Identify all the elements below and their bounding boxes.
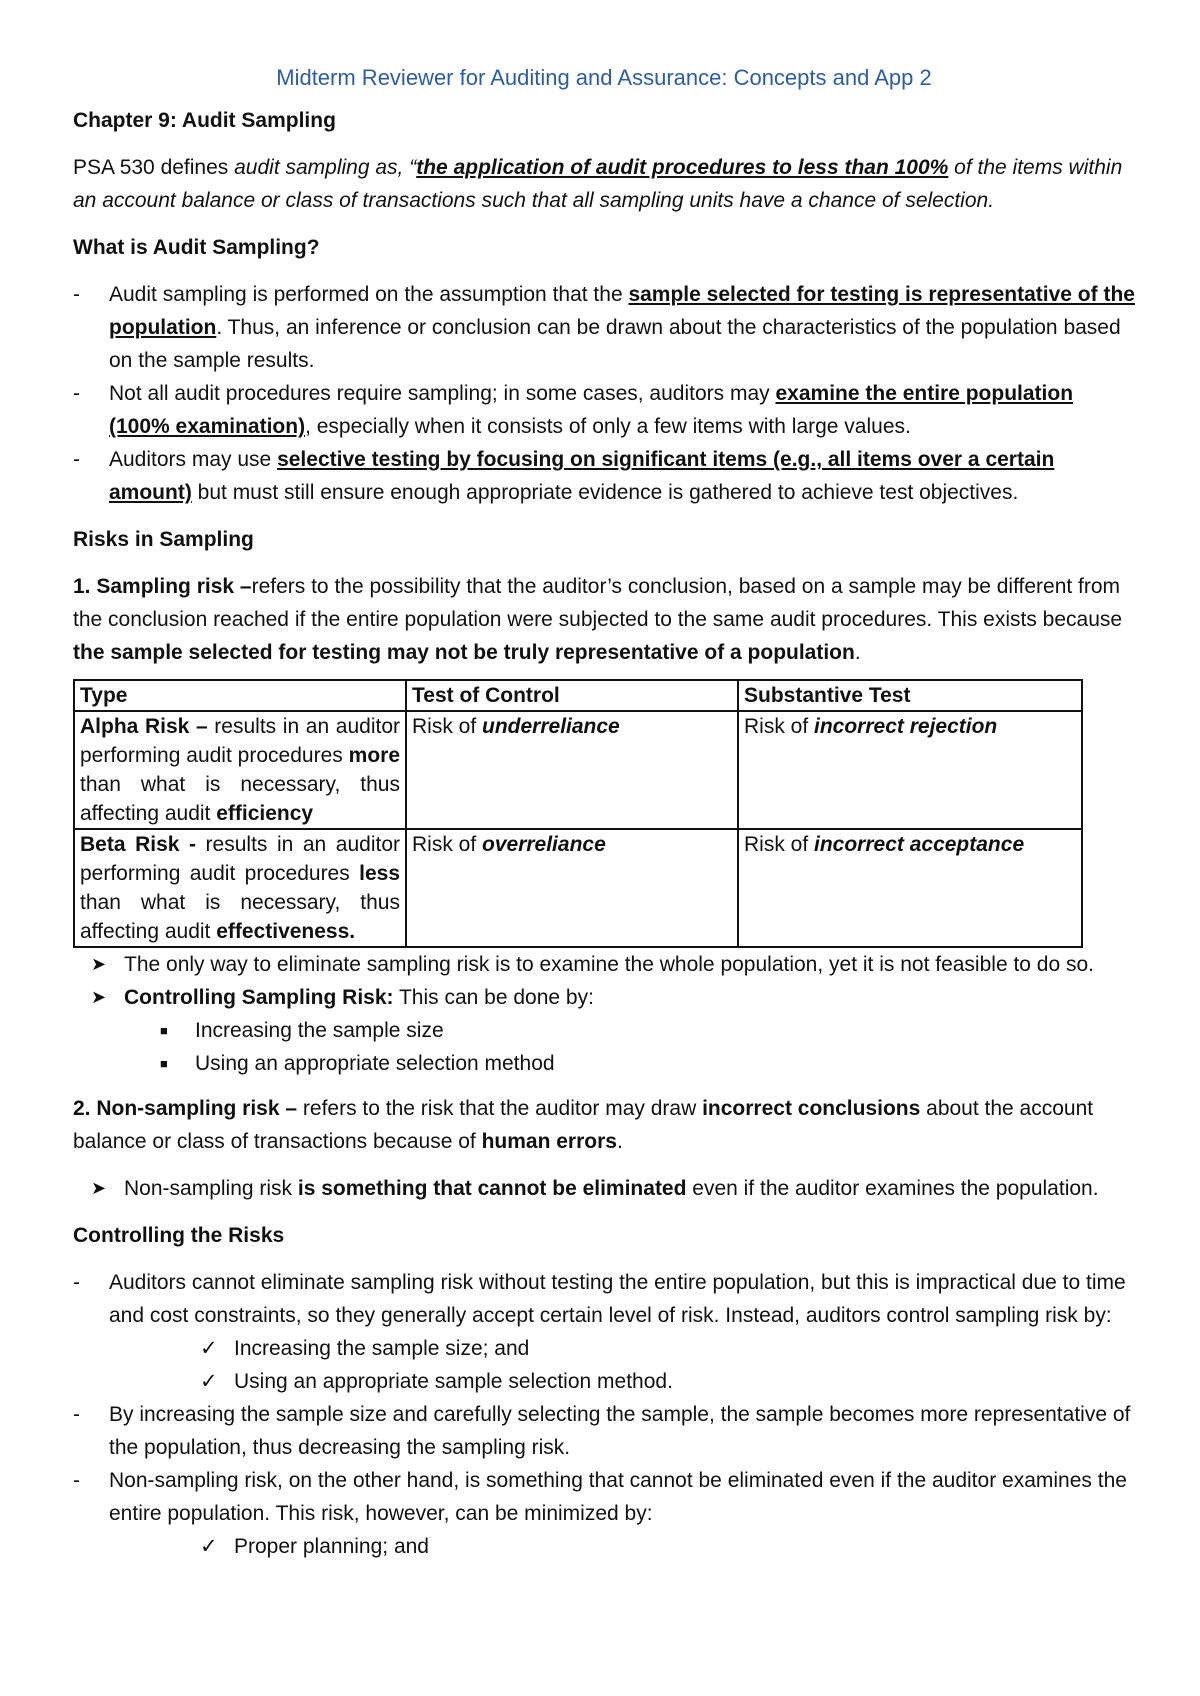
list-item (73, 1464, 1135, 1563)
cell-text: Risk of (412, 833, 483, 856)
list-item (73, 377, 1135, 443)
list-item (73, 1014, 1135, 1047)
arrow-bullet-icon: ➤ (91, 987, 107, 1007)
table-cell-control (406, 711, 738, 829)
cell-emphasis: efficiency (216, 802, 314, 825)
list-text: . Thus, an inference or conclusion can be drawn about the characteristics of the population based on the sample results. (109, 316, 1121, 372)
list-text: By increasing the sample size and carefully selecting the sample, the sample becomes more representative of the population, thus decreasing the sampling risk. (109, 1403, 1131, 1459)
definition-paragraph (73, 151, 1135, 217)
list-text: Using an appropriate selection method (195, 1052, 555, 1075)
table-cell-type (74, 711, 406, 829)
list-emphasis: Controlling Sampling Risk: (124, 986, 394, 1009)
what-is-list (73, 278, 1135, 509)
square-bullet-icon: ■ (160, 1023, 168, 1038)
table-header: Type (74, 680, 406, 711)
checkmark-icon: ✓ (200, 1535, 218, 1558)
controlling-list (73, 1266, 1135, 1563)
checkmark-icon: ✓ (200, 1337, 218, 1360)
list-emphasis: sample selected for testing is representative of the population (109, 283, 1135, 339)
section-heading-what-is: What is Audit Sampling? (73, 236, 320, 259)
list-emphasis: selective testing by focusing on significant items (e.g., all items over a certain amount) (109, 448, 1055, 504)
list-item (73, 948, 1135, 981)
list-text: Auditors cannot eliminate sampling risk without testing the entire population, but this is impractical due to time and cost constraints, so they generally accept certain level of risk. Instead, auditors control sampling risk by: (109, 1271, 1126, 1327)
control-methods-list (73, 1014, 1135, 1080)
list-text: Audit sampling is performed on the assumption that the (109, 283, 629, 306)
list-text: Using an appropriate sample selection method. (234, 1370, 673, 1393)
sampling-risk-emphasis: the sample selected for testing may not be truly representative of a population (73, 641, 855, 664)
cell-text: results in an auditor performing audit procedures (80, 715, 400, 767)
cell-text: Risk of (744, 715, 815, 738)
cell-text: than what is necessary, thus affecting audit (80, 773, 400, 825)
non-sampling-risk-label: 2. Non-sampling risk – (73, 1097, 298, 1120)
list-text: Auditors may use (109, 448, 278, 471)
checkmark-icon: ✓ (200, 1370, 218, 1393)
cell-emphasis: incorrect acceptance (814, 833, 1025, 856)
list-item (73, 1047, 1135, 1080)
list-text: This can be done by: (393, 986, 594, 1009)
definition-emphasis: the application of audit procedures to less than 100% (416, 156, 949, 179)
non-sampling-notes-list (73, 1172, 1135, 1205)
list-item (73, 1332, 1135, 1365)
list-text: The only way to eliminate sampling risk is to examine the whole population, yet it is not feasible to do so. (124, 953, 1095, 976)
cell-emphasis: incorrect rejection (814, 715, 998, 738)
checklist (73, 1530, 1135, 1563)
paragraph-text: . (616, 1130, 623, 1153)
cell-text: Risk of (744, 833, 815, 856)
non-sampling-risk-paragraph (73, 1092, 1135, 1158)
list-text: Non-sampling risk (124, 1177, 298, 1200)
paragraph-text: about the account balance or class of transactions because of (73, 1097, 1094, 1153)
list-text: Increasing the sample size; and (234, 1337, 530, 1360)
list-item (73, 1398, 1135, 1464)
paragraph-emphasis: human errors (481, 1130, 617, 1153)
paragraph-emphasis: incorrect conclusions (702, 1097, 921, 1120)
table-cell-type (74, 829, 406, 947)
section-heading-controlling: Controlling the Risks (73, 1224, 285, 1247)
cell-emphasis: less (359, 862, 400, 885)
list-text: Non-sampling risk, on the other hand, is something that cannot be eliminated even if the auditor examines the entire population. This risk, however, can be minimized by: (109, 1469, 1127, 1525)
cell-text: than what is necessary, thus affecting audit (80, 891, 400, 943)
beta-risk-label: Beta Risk - (80, 833, 196, 856)
risk-table (73, 679, 1083, 948)
cell-text: Risk of (412, 715, 483, 738)
sampling-risk-label: 1. Sampling risk – (73, 575, 252, 598)
arrow-bullet-icon: ➤ (91, 954, 107, 974)
definition-text: as, “ (369, 156, 417, 179)
sampling-risk-text: refers to the possibility that the auditor’s conclusion, based on a sample may be different from the conclusion reached if the entire population were subjected to the same audit procedures. This exists because (73, 575, 1123, 631)
list-text: , especially when it consists of only a few items with large values. (305, 415, 911, 438)
sampling-notes-list (73, 948, 1135, 1080)
table-cell-substantive (738, 711, 1082, 829)
table-header-row (74, 680, 1082, 711)
definition-text: of the items within an account balance or class of transactions such that all sampling units have a chance of selection. (73, 156, 1123, 212)
definition-text: PSA 530 defines (73, 156, 235, 179)
list-emphasis: examine the entire population (100% examination) (109, 382, 1074, 438)
checklist (73, 1332, 1135, 1398)
square-bullet-icon: ■ (160, 1056, 168, 1071)
arrow-bullet-icon: ➤ (91, 1178, 107, 1198)
table-cell-control (406, 829, 738, 947)
document-page (73, 62, 1135, 1577)
table-row (74, 829, 1082, 947)
sampling-risk-text: . (854, 641, 861, 664)
list-text: even if the auditor examines the population. (686, 1177, 1099, 1200)
list-text: Not all audit procedures require sampling; in some cases, auditors may (109, 382, 776, 405)
paragraph-text: refers to the risk that the auditor may draw (297, 1097, 703, 1120)
cell-text: results in an auditor performing audit procedures (80, 833, 400, 885)
table-cell-substantive (738, 829, 1082, 947)
cell-emphasis: overreliance (482, 833, 606, 856)
section-heading-risks: Risks in Sampling (73, 528, 254, 551)
cell-emphasis: effectiveness. (216, 920, 356, 943)
chapter-heading: Chapter 9: Audit Sampling (73, 109, 336, 132)
list-item (73, 981, 1135, 1080)
list-item (73, 1365, 1135, 1398)
list-item (73, 1530, 1135, 1563)
table-row (74, 711, 1082, 829)
definition-term: audit sampling (234, 156, 370, 179)
list-item (73, 1266, 1135, 1398)
cell-emphasis: underreliance (482, 715, 620, 738)
sampling-risk-paragraph (73, 570, 1135, 669)
document-title: Midterm Reviewer for Auditing and Assurance: Concepts and App 2 (276, 65, 932, 90)
cell-emphasis: more (348, 744, 400, 767)
list-item (73, 278, 1135, 377)
list-item (73, 443, 1135, 509)
table-header: Test of Control (406, 680, 738, 711)
list-text: but must still ensure enough appropriate evidence is gathered to achieve test objectives. (191, 481, 1019, 504)
list-text: Proper planning; and (234, 1535, 429, 1558)
list-emphasis: is something that cannot be eliminated (297, 1177, 687, 1200)
list-text: Increasing the sample size (195, 1019, 444, 1042)
alpha-risk-label: Alpha Risk – (80, 715, 208, 738)
list-item (73, 1172, 1135, 1205)
table-header: Substantive Test (738, 680, 1082, 711)
